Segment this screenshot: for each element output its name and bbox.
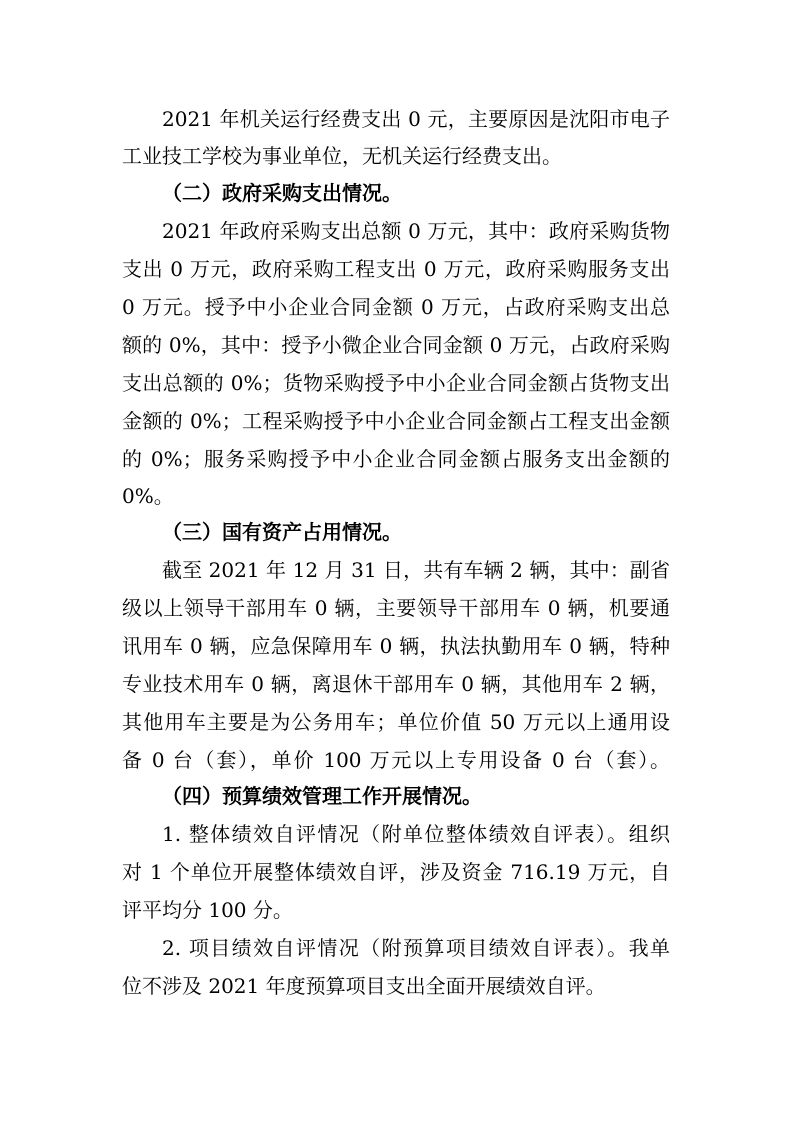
paragraph-line: 2021 年机关运行经费支出 0 元，主要原因是沈阳市电子 (162, 107, 670, 131)
paragraph-line: 对 1 个单位开展整体绩效自评，涉及资金 716.19 万元，自 (122, 860, 670, 884)
paragraph-line: 工业技工学校为事业单位，无机关运行经费支出。 (122, 144, 562, 168)
section-heading: （二）政府采购支出情况。 (162, 181, 402, 205)
paragraph-line: 截至 2021 年 12 月 31 日，共有车辆 2 辆，其中：副省 (162, 558, 670, 582)
paragraph-line: 备 0 台（套），单价 100 万元以上专用设备 0 台（套）。 (122, 748, 670, 772)
paragraph-line: 0%。 (122, 484, 174, 508)
paragraph-line: 讯用车 0 辆，应急保障用车 0 辆，执法执勤用车 0 辆，特种 (122, 634, 670, 658)
section-heading: （四）预算绩效管理工作开展情况。 (162, 784, 482, 808)
paragraph-line: 其他用车主要是为公务用车；单位价值 50 万元以上通用设 (122, 710, 670, 734)
paragraph-line: 级以上领导干部用车 0 辆，主要领导干部用车 0 辆，机要通 (122, 596, 670, 620)
paragraph-line: 支出 0 万元，政府采购工程支出 0 万元，政府采购服务支出 (122, 257, 670, 281)
paragraph-line: 位不涉及 2021 年度预算项目支出全面开展绩效自评。 (122, 974, 606, 998)
paragraph-line: 评平均分 100 分。 (122, 898, 293, 922)
paragraph-line: 支出总额的 0%；货物采购授予中小企业合同金额占货物支出 (122, 371, 670, 395)
paragraph-line: 2021 年政府采购支出总额 0 万元，其中：政府采购货物 (162, 219, 670, 243)
paragraph-line: 0 万元。授予中小企业合同金额 0 万元，占政府采购支出总 (122, 295, 670, 319)
paragraph-line: 的 0%；服务采购授予中小企业合同金额占服务支出金额的 (122, 447, 670, 471)
section-heading: （三）国有资产占用情况。 (162, 520, 402, 544)
paragraph-line: 金额的 0%；工程采购授予中小企业合同金额占工程支出金额 (122, 409, 670, 433)
paragraph-line: 额的 0%，其中：授予小微企业合同金额 0 万元，占政府采购 (122, 333, 670, 357)
paragraph-line: 专业技术用车 0 辆，离退休干部用车 0 辆，其他用车 2 辆， (122, 672, 670, 696)
paragraph-line: 1. 整体绩效自评情况（附单位整体绩效自评表）。组织 (162, 822, 670, 846)
paragraph-line: 2. 项目绩效自评情况（附预算项目绩效自评表）。我单 (162, 936, 670, 960)
